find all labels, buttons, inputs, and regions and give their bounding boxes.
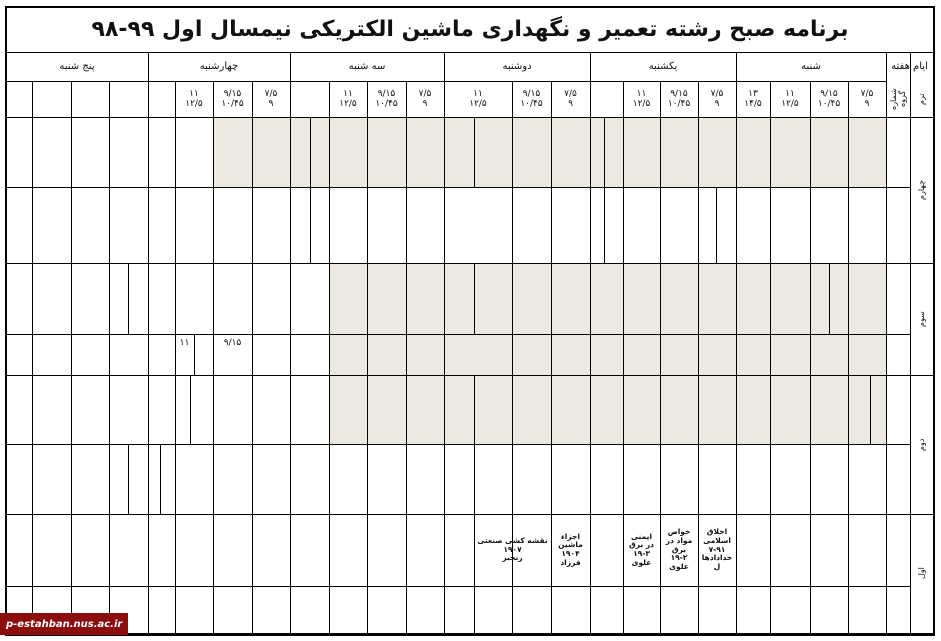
schedule-cell-1-23 [770, 187, 811, 264]
group-cell-7 [886, 586, 911, 634]
schedule-cell-5-10 [290, 444, 330, 515]
days-of-week-label: ایام هفته [891, 60, 928, 72]
group-cell-6 [886, 514, 911, 587]
schedule-cell-7-13 [474, 586, 513, 634]
term-name-1: سوم [916, 311, 926, 327]
schedule-cell-4-11 [367, 375, 407, 445]
schedule-cell-1-12 [406, 187, 445, 264]
schedule-cell-2-21 [736, 263, 771, 335]
schedule-cell-2-6 [175, 263, 214, 335]
schedule-cell-1-24 [810, 187, 849, 264]
schedule-cell-1-20 [698, 187, 717, 264]
group-cell-2 [886, 263, 911, 335]
schedule-cell-3-13 [444, 334, 513, 376]
schedule-cell-6-8 [290, 514, 330, 587]
group-cell-4 [886, 375, 911, 445]
schedule-cell-2-15 [512, 263, 552, 335]
schedule-cell-1-6 [213, 187, 253, 264]
schedule-cell-5-3 [109, 444, 129, 515]
schedule-cell-4-7 [213, 375, 253, 445]
schedule-cell-2-14 [474, 263, 513, 335]
schedule-cell-4-4 [148, 375, 176, 445]
time-label-2-0: ۷/۵ ۹ [564, 88, 577, 109]
time-label-4-1: ۹/۱۵ ۱۰/۴۵ [221, 88, 244, 109]
schedule-cell-3-6 [194, 334, 214, 376]
schedule-cell-6-3 [109, 514, 149, 587]
schedule-cell-7-6 [213, 586, 253, 634]
time-slot-5-3 [109, 81, 149, 118]
schedule-cell-1-15 [551, 187, 591, 264]
time-label-3-2: ۱۱ ۱۲/۵ [339, 88, 357, 109]
schedule-cell-7-23 [848, 586, 887, 634]
schedule-cell-7-10 [367, 586, 407, 634]
schedule-cell-6-12 [444, 514, 475, 587]
schedule-cell-1-9 [310, 187, 330, 264]
schedule-cell-6-23 [848, 514, 887, 587]
schedule-cell-7-17 [623, 586, 661, 634]
day-name-1: یکشنبه [648, 60, 678, 72]
schedule-cell-6-5 [175, 514, 214, 587]
schedule-cell-0-2 [71, 117, 110, 188]
schedule-cell-3-17 [623, 334, 661, 376]
course-label-2: ایمنی در برق ۱۹-۳ علوی [629, 531, 654, 567]
time-label-3-1: ۹/۱۵ ۱۰/۴۵ [375, 88, 398, 109]
group-cell-0 [886, 117, 911, 188]
schedule-cell-0-9 [310, 117, 330, 188]
schedule-cell-1-0 [6, 187, 33, 264]
schedule-cell-0-15 [512, 117, 552, 188]
schedule-cell-5-24 [810, 444, 849, 515]
schedule-cell-4-15 [512, 375, 552, 445]
schedule-cell-0-5 [175, 117, 214, 188]
schedule-cell-0-18 [604, 117, 624, 188]
time-label-0-2: ۱۱ ۱۲/۵ [781, 88, 799, 109]
schedule-cell-3-9 [290, 334, 330, 376]
schedule-cell-4-5 [175, 375, 191, 445]
schedule-cell-4-8 [252, 375, 291, 445]
schedule-cell-7-16 [590, 586, 624, 634]
schedule-cell-0-10 [329, 117, 368, 188]
schedule-cell-4-25 [870, 375, 887, 445]
term-name-3: اول [916, 567, 926, 580]
schedule-cell-4-14 [474, 375, 513, 445]
time-slot-3-0 [290, 81, 330, 118]
schedule-cell-6-16 [590, 514, 624, 587]
website-watermark: p-estahban.nus.ac.ir [0, 613, 128, 635]
schedule-cell-5-7 [175, 444, 214, 515]
schedule-cell-7-18 [660, 586, 699, 634]
schedule-cell-4-3 [109, 375, 149, 445]
day-name-5: پنج شنبه [59, 60, 95, 72]
schedule-cell-5-4 [128, 444, 149, 515]
time-label-0-0: ۷/۵ ۹ [860, 88, 874, 109]
schedule-cell-5-15 [474, 444, 513, 515]
schedule-cell-1-13 [444, 187, 513, 264]
course-label-3: اجزاء ماشین ۱۹۰۴ فرزاد [558, 531, 583, 567]
schedule-cell-2-17 [590, 263, 624, 335]
schedule-cell-2-1 [32, 263, 72, 335]
course-label-0: اخلاق اسلامی ۷-۹۱ خدادادها ل [701, 527, 733, 571]
schedule-cell-2-9 [290, 263, 330, 335]
schedule-cell-7-22 [810, 586, 849, 634]
schedule-cell-2-13 [444, 263, 475, 335]
time-label-2-2: ۱۱ ۱۲/۵ [469, 88, 487, 109]
schedule-cell-2-4 [128, 263, 149, 335]
group-cell-3 [886, 334, 911, 376]
schedule-cell-0-11 [367, 117, 407, 188]
schedule-cell-1-19 [660, 187, 699, 264]
schedule-cell-5-14 [444, 444, 475, 515]
schedule-cell-5-19 [623, 444, 661, 515]
schedule-cell-1-16 [590, 187, 605, 264]
schedule-cell-6-0 [6, 514, 33, 587]
schedule-cell-2-3 [109, 263, 129, 335]
schedule-cell-4-22 [770, 375, 811, 445]
schedule-cell-0-8 [290, 117, 311, 188]
schedule-cell-3-0 [6, 334, 33, 376]
schedule-cell-3-21 [770, 334, 811, 376]
schedule-cell-0-21 [698, 117, 737, 188]
schedule-cell-5-6 [160, 444, 176, 515]
schedule-cell-1-10 [329, 187, 368, 264]
day-name-2: دوشنبه [502, 60, 532, 72]
schedule-cell-2-24 [829, 263, 849, 335]
schedule-cell-1-25 [848, 187, 887, 264]
schedule-cell-0-16 [551, 117, 591, 188]
day-name-0: شنبه [801, 60, 821, 72]
schedule-cell-1-17 [604, 187, 624, 264]
schedule-cell-2-5 [148, 263, 176, 335]
schedule-cell-3-14 [512, 334, 552, 376]
schedule-cell-3-10 [329, 334, 368, 376]
schedule-cell-4-0 [6, 375, 33, 445]
group-cell-1 [886, 187, 911, 264]
time-slot-5-1 [32, 81, 72, 118]
schedule-cell-4-24 [848, 375, 871, 445]
schedule-cell-0-7 [252, 117, 291, 188]
schedule-cell-5-2 [71, 444, 110, 515]
schedule-cell-1-7 [252, 187, 291, 264]
schedule-cell-7-14 [512, 586, 552, 634]
schedule-cell-7-8 [290, 586, 330, 634]
schedule-cell-6-21 [770, 514, 811, 587]
schedule-cell-5-13 [406, 444, 445, 515]
inline-time-1: ۹/۱۵ [223, 337, 242, 348]
schedule-cell-0-20 [660, 117, 699, 188]
schedule-cell-0-0 [6, 117, 33, 188]
time-label-2-1: ۹/۱۵ ۱۰/۴۵ [520, 88, 543, 109]
schedule-cell-3-23 [848, 334, 887, 376]
schedule-cell-2-22 [770, 263, 811, 335]
schedule-cell-5-17 [551, 444, 591, 515]
course-label-1: خواص مواد در برق ۱۹-۲ علوی [665, 527, 693, 571]
schedule-cell-3-20 [736, 334, 771, 376]
schedule-cell-7-11 [406, 586, 445, 634]
schedule-cell-0-17 [590, 117, 605, 188]
schedule-cell-2-12 [406, 263, 445, 335]
schedule-cell-2-25 [848, 263, 887, 335]
schedule-cell-6-1 [32, 514, 72, 587]
schedule-cell-3-19 [698, 334, 737, 376]
schedule-cell-5-21 [698, 444, 737, 515]
time-label-4-0: ۷/۵ ۹ [264, 88, 278, 109]
schedule-cell-2-16 [551, 263, 591, 335]
schedule-cell-1-1 [32, 187, 72, 264]
schedule-cell-4-23 [810, 375, 849, 445]
time-label-3-0: ۷/۵ ۹ [418, 88, 432, 109]
schedule-cell-5-16 [512, 444, 552, 515]
schedule-cell-7-12 [444, 586, 475, 634]
schedule-cell-1-5 [175, 187, 214, 264]
schedule-cell-1-8 [290, 187, 311, 264]
schedule-cell-7-4 [148, 586, 176, 634]
schedule-cell-1-21 [716, 187, 737, 264]
course-label-4: نقشه کشی صنعتی ۱۹۰۷ رنجبر [477, 536, 548, 563]
schedule-cell-1-11 [367, 187, 407, 264]
schedule-cell-5-12 [367, 444, 407, 515]
schedule-cell-6-22 [810, 514, 849, 587]
schedule-cell-5-25 [848, 444, 887, 515]
schedule-cell-2-8 [252, 263, 291, 335]
time-slot-5-2 [71, 81, 110, 118]
schedule-cell-2-23 [810, 263, 830, 335]
day-name-4: چهارشنبه [199, 60, 239, 72]
schedule-cell-7-9 [329, 586, 368, 634]
schedule-cell-2-11 [367, 263, 407, 335]
schedule-cell-6-2 [71, 514, 110, 587]
schedule-cell-0-14 [474, 117, 513, 188]
term-name-2: دوم [916, 438, 926, 451]
schedule-cell-3-1 [32, 334, 72, 376]
schedule-cell-4-9 [290, 375, 330, 445]
schedule-cell-3-11 [367, 334, 407, 376]
schedule-cell-1-22 [736, 187, 771, 264]
schedule-cell-6-6 [213, 514, 253, 587]
schedule-cell-4-17 [590, 375, 624, 445]
day-name-3: سه شنبه [348, 60, 386, 72]
inline-time-0: ۱۱ [179, 337, 190, 348]
time-slot-1-0 [590, 81, 624, 118]
schedule-cell-0-1 [32, 117, 72, 188]
time-label-0-1: ۹/۱۵ ۱۰/۴۵ [817, 88, 841, 109]
schedule-cell-3-15 [551, 334, 591, 376]
group-number-label: شماره گروه [888, 88, 907, 110]
schedule-cell-0-13 [444, 117, 475, 188]
schedule-cell-4-6 [190, 375, 214, 445]
schedule-cell-2-2 [71, 263, 110, 335]
schedule-cell-4-21 [736, 375, 771, 445]
schedule-cell-7-20 [736, 586, 771, 634]
schedule-cell-3-12 [406, 334, 445, 376]
time-slot-4-0 [148, 81, 176, 118]
schedule-cell-0-22 [736, 117, 771, 188]
page-title: برنامه صبح رشته تعمیر و نگهداری ماشین الکتریکی نیمسال اول ۹۹-۹۸ [91, 16, 849, 42]
schedule-cell-1-18 [623, 187, 661, 264]
schedule-cell-4-16 [551, 375, 591, 445]
schedule-cell-0-23 [770, 117, 811, 188]
schedule-cell-5-18 [590, 444, 624, 515]
schedule-cell-6-20 [736, 514, 771, 587]
schedule-cell-4-1 [32, 375, 72, 445]
schedule-cell-7-7 [252, 586, 291, 634]
schedule-cell-2-20 [698, 263, 737, 335]
schedule-cell-1-4 [148, 187, 176, 264]
schedule-cell-0-24 [810, 117, 849, 188]
schedule-cell-4-13 [444, 375, 475, 445]
schedule-cell-3-3 [109, 334, 149, 376]
schedule-cell-5-8 [213, 444, 253, 515]
group-cell-5 [886, 444, 911, 515]
schedule-cell-4-2 [71, 375, 110, 445]
schedule-cell-0-4 [148, 117, 176, 188]
schedule-cell-2-7 [213, 263, 253, 335]
schedule-cell-5-0 [6, 444, 33, 515]
schedule-cell-4-12 [406, 375, 445, 445]
schedule-cell-0-25 [848, 117, 887, 188]
schedule-cell-6-11 [406, 514, 445, 587]
time-label-0-3: ۱۳ ۱۴/۵ [744, 88, 762, 109]
schedule-cell-6-4 [148, 514, 176, 587]
time-label-1-2: ۱۱ ۱۲/۵ [632, 88, 651, 109]
schedule-cell-2-0 [6, 263, 33, 335]
schedule-cell-0-19 [623, 117, 661, 188]
schedule-cell-3-4 [148, 334, 176, 376]
schedule-cell-2-19 [660, 263, 699, 335]
schedule-cell-6-9 [329, 514, 368, 587]
schedule-cell-5-23 [770, 444, 811, 515]
term-label: ترم [916, 93, 926, 105]
schedule-cell-5-20 [660, 444, 699, 515]
schedule-cell-1-14 [512, 187, 552, 264]
schedule-cell-4-10 [329, 375, 368, 445]
schedule-cell-5-11 [329, 444, 368, 515]
schedule-cell-0-3 [109, 117, 149, 188]
schedule-cell-5-9 [252, 444, 291, 515]
schedule-cell-3-2 [71, 334, 110, 376]
schedule-cell-7-21 [770, 586, 811, 634]
schedule-cell-7-15 [551, 586, 591, 634]
schedule-cell-3-22 [810, 334, 849, 376]
schedule-cell-6-7 [252, 514, 291, 587]
schedule-cell-0-6 [213, 117, 253, 188]
schedule-cell-0-12 [406, 117, 445, 188]
schedule-cell-5-1 [32, 444, 72, 515]
schedule-cell-5-22 [736, 444, 771, 515]
schedule-cell-2-10 [329, 263, 368, 335]
schedule-cell-2-18 [623, 263, 661, 335]
time-label-1-0: ۷/۵ ۹ [710, 88, 724, 109]
schedule-cell-1-2 [71, 187, 110, 264]
time-label-4-2: ۱۱ ۱۲/۵ [185, 88, 203, 109]
schedule-cell-3-18 [660, 334, 699, 376]
term-name-0: چهارم [916, 180, 926, 200]
schedule-cell-3-8 [252, 334, 291, 376]
schedule-cell-4-20 [698, 375, 737, 445]
schedule-cell-4-19 [660, 375, 699, 445]
time-slot-5-0 [6, 81, 33, 118]
schedule-cell-7-5 [175, 586, 214, 634]
schedule-cell-1-3 [109, 187, 149, 264]
schedule-cell-7-19 [698, 586, 737, 634]
schedule-cell-3-16 [590, 334, 624, 376]
schedule-cell-6-10 [367, 514, 407, 587]
time-label-1-1: ۹/۱۵ ۱۰/۴۵ [667, 88, 691, 109]
schedule-cell-4-18 [623, 375, 661, 445]
